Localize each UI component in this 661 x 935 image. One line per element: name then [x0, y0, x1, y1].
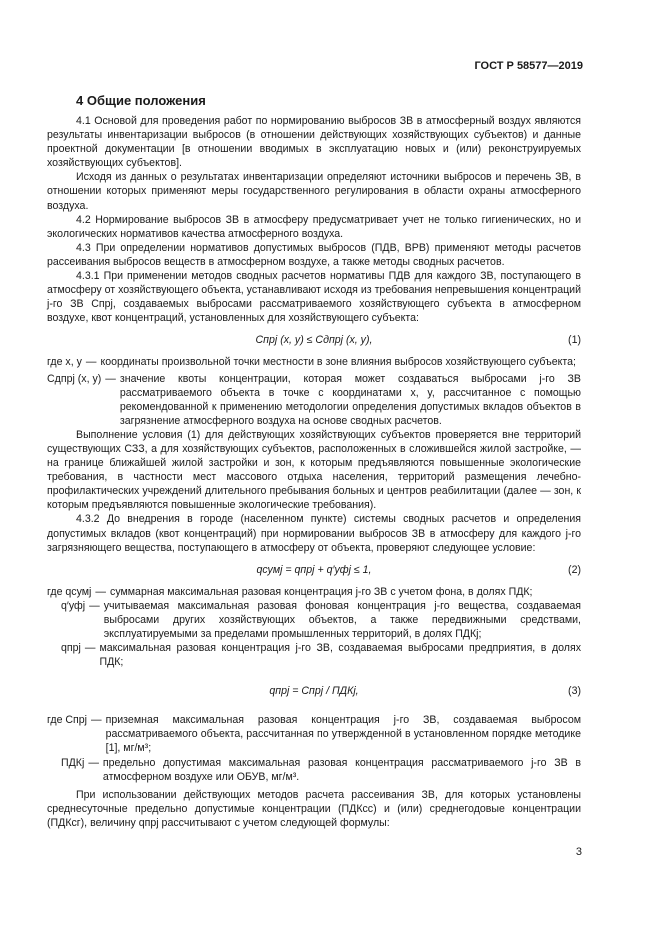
definition-term: где Cпрj [47, 714, 88, 727]
definition-desc: координаты произвольной точки местности в зоне влияния выбросов хозяйствующего субъекта; [100, 356, 576, 369]
equation-3 [47, 669, 581, 713]
definition-desc: значение квоты концентрации, которая может создаваться выбросами j-го ЗВ рассматриваемого объекта в точке с координатами x, y, рассчитанное с помощью рекомендованной к применению методологии определения допустимых вкладов объектов в загрязнение атмосферного воздуха на основе сводных расчетов. [119, 372, 581, 427]
definition-desc: предельно допустимая максимальная разовая концентрация рассматриваемого j-го ЗВ в атмосферном воздухе или ОБУВ, мг/м³. [102, 756, 581, 783]
definition-item: где Cпрj — приземная максимальная разовая концентрация j-го ЗВ, создаваемая выбросом рассматриваемого объекта, рассчитанная по утвержденной в установленном порядке методике [1], мг/м³; [47, 714, 581, 755]
definition-item: qпрj — максимальная разовая концентрация j-го ЗВ, создаваемая выбросами предприятия, в долях ПДК; [47, 641, 581, 669]
document-body [47, 114, 581, 830]
equation-1 [47, 325, 581, 355]
definition-term: ПДКj [61, 756, 85, 769]
definition-term: qпрj [61, 642, 81, 655]
paragraph-4-3-1: 4.3.1 При применении методов сводных расчетов нормативы ПДВ для каждого ЗВ, поступающего в атмосферу от хозяйствующего объекта, устанавливают исходя из требования непревышения концентраций j-го ЗВ Cпрj, создаваемых выбросами рассматриваемого хозяйствующего субъекта в атмосферном воздухе, квот концентраций, установленных для хозяйствующего субъекта: [47, 270, 581, 325]
paragraph-4-3: 4.3 При определении нормативов допустимых выбросов (ПДВ, ВРВ) применяют методы расчетов рассеивания выбросов веществ в атмосферном воздухе, а также методы сводных расчетов. [47, 241, 581, 268]
equation-2-number: (2) [568, 563, 581, 576]
section-title: 4 Общие положения [76, 93, 206, 108]
definition-item: ПДКj — предельно допустимая максимальная разовая концентрация рассматриваемого j-го ЗВ в атмосферном воздухе или ОБУВ, мг/м³. [47, 756, 581, 784]
definition-desc: максимальная разовая концентрация j-го ЗВ, создаваемая выбросами предприятия, в долях ПДК; [99, 642, 581, 669]
definitions-3 [47, 713, 581, 783]
equation-2-formula: qсумj = qпрj + q′уфj ≤ 1, [256, 563, 372, 576]
definition-item: Cдпрj (x, y) — значение квоты концентрации, которая может создаваться выбросами j-го ЗВ рассматриваемого объекта в точке с координатами x, y, рассчитанное с помощью рекомендованной к применению методологии определения допустимых вкладов объектов в загрязнение атмосферного воздуха на основе сводных расчетов. [47, 372, 581, 427]
equation-3-formula: qпрj = Cпрj / ПДКj, [269, 685, 359, 698]
definition-item: q′уфj — учитываемая максимальная разовая фоновая концентрация j-го вещества, создаваемая выбросами других хозяйствующих объектов, а также передвижными средствами, эксплуатируемыми за пределами промышленных территорий, в долях ПДКj; [47, 599, 581, 641]
definition-desc: приземная максимальная разовая концентрация j-го ЗВ, создаваемая выбросом рассматриваемого объекта, рассчитанная по утвержденной в установленном порядке методике [1], мг/м³; [105, 714, 581, 755]
paragraph-4-1-continued: Исходя из данных о результатах инвентаризации определяют источники выбросов и перечень ЗВ, в отношении которых применяют меры государственного регулирования в области охраны атмосферного воздуха. [47, 171, 581, 212]
equation-2 [47, 555, 581, 585]
equation-1-formula: Cпрj (x, y) ≤ Cдпрj (x, y), [255, 334, 373, 347]
definition-term: где qсумj [47, 585, 92, 598]
paragraph-4-3-2: 4.3.2 До внедрения в городе (населенном пункте) системы сводных расчетов и определения допустимых вкладов (квот концентраций) при нормировании выбросов ЗВ в атмосферу для каждого j-го загрязняющего вещества, поступающего в атмосферу от объекта, проверяют следующее условие: [47, 513, 581, 554]
equation-3-number: (3) [568, 685, 581, 698]
equation-1-number: (1) [568, 334, 581, 347]
definition-desc: учитываемая максимальная разовая фоновая концентрация j-го вещества, создаваемая выбросами других хозяйствующих объектов, а также передвижными средствами, эксплуатируемыми за пределами промышленных территорий, в долях ПДКj; [103, 599, 581, 640]
standard-header: ГОСТ Р 58577—2019 [474, 60, 583, 72]
definition-desc: суммарная максимальная разовая концентрация j-го ЗВ с учетом фона, в долях ПДК; [110, 585, 533, 598]
definitions-2 [47, 585, 581, 670]
paragraph-condition: Выполнение условия (1) для действующих хозяйствующих субъектов проверяется вне территорий существующих СЗЗ, а для хозяйствующих субъектов, расположенных в сложившейся жилой застройке, — на границе ближайшей жилой застройки и зон, к которым предъявляются повышенные экологические требования, в частности мест массового отдыха населения, территорий размещения лечебно-профилактических учреждений длительного пребывания больных и центров реабилитации (далее — зон, к которым предъявляются повышенные экологические требования). [47, 428, 581, 512]
definition-term: где x, y [47, 356, 82, 369]
paragraph-4-1: 4.1 Основой для проведения работ по нормированию выбросов ЗВ в атмосферный воздух являются результаты инвентаризации выбросов (в отношении действующих хозяйствующих субъектов) и данные проектной документации [в отношении вводимых в эксплуатацию новых и (или) реконструируемых хозяйствующих субъектов]. [47, 115, 581, 170]
definition-item: где x, y — координаты произвольной точки местности в зоне влияния выбросов хозяйствующего субъекта; [47, 355, 581, 369]
page-number: 3 [575, 846, 582, 858]
paragraph-4-2: 4.2 Нормирование выбросов ЗВ в атмосферу предусматривает учет не только гигиенических, но и экологических нормативов качества атмосферного воздуха. [47, 213, 581, 240]
definition-term: Cдпрj (x, y) [47, 372, 102, 385]
paragraph-final: При использовании действующих методов расчета рассеивания ЗВ, для которых установлены среднесуточные предельно допустимые концентрации (ПДКсс) и (или) среднегодовые концентрации (ПДКсг), величину qпрj рассчитывают с учетом следующей формулы: [47, 788, 581, 829]
definition-term: q′уфj [61, 599, 86, 612]
definitions-1 [47, 355, 581, 427]
definition-item: где qсумj — суммарная максимальная разовая концентрация j-го ЗВ с учетом фона, в долях ПДК; [47, 585, 581, 599]
